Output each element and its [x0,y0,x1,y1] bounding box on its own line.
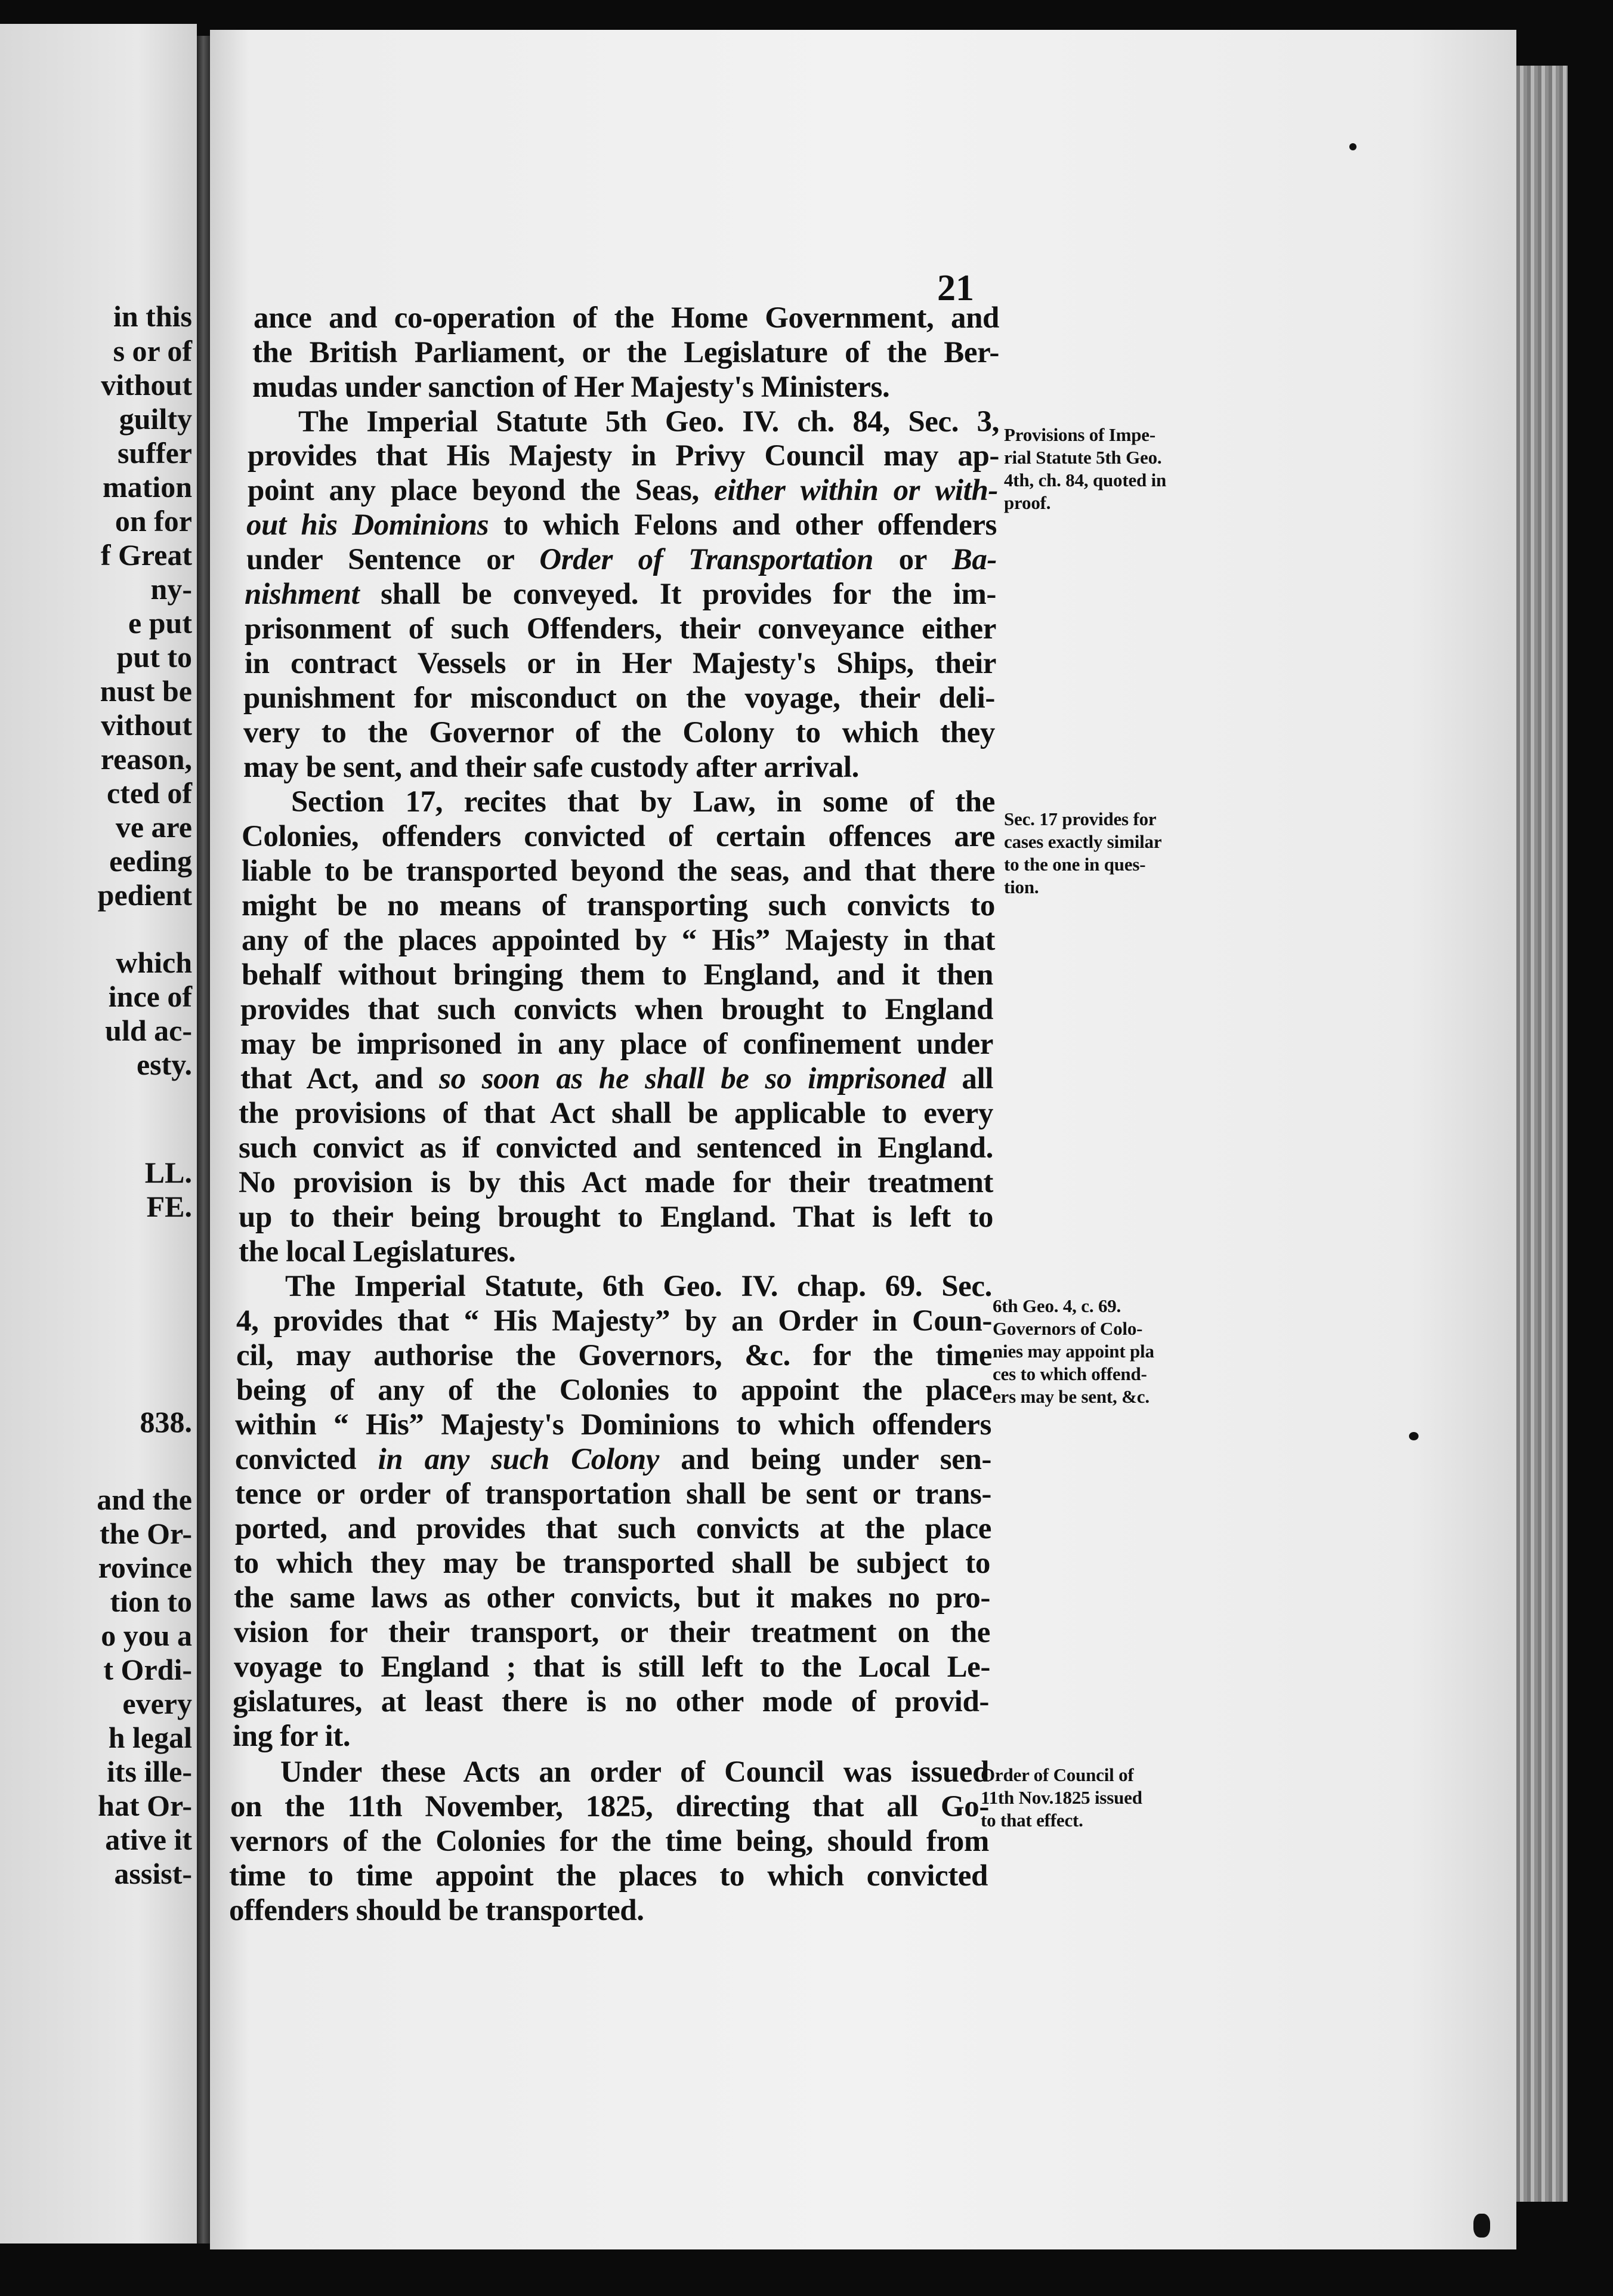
text-run: within “ His” Majesty's Dominions to which offenders [235,1408,991,1442]
text-run: being of any of the Colonies to appoint the place [236,1374,992,1407]
italic-phrase: either within or with- [714,474,998,507]
left-page-text-fragment: tion to [110,1585,192,1618]
body-text-line [242,856,995,887]
text-run: such convict as if convicted and sentenced in England. [239,1131,993,1165]
body-text-line [252,372,953,403]
text-run: the provisions of that Act shall be applicable to every [239,1097,993,1130]
left-page-text-fragment: ny- [150,572,192,606]
body-text-line [233,1686,989,1717]
margin-note-line: 11th Nov.1825 issued [981,1787,1142,1808]
text-run: ance and co-operation of the Home Government, and [254,301,999,335]
margin-note-line: Provisions of Impe- [1004,424,1155,445]
text-run: very to the Governor of the Colony to which they [243,716,995,749]
body-text-line [240,1063,993,1094]
text-run: and being under sen- [659,1443,992,1476]
left-page-text-fragment: which [116,946,192,979]
body-text-line [248,440,999,471]
left-page-fragment [0,24,197,2243]
text-run: the local Legislatures. [239,1235,516,1269]
margin-note-line: proof. [1004,492,1051,513]
text-run: cil, may authorise the Governors, &c. for the time [236,1339,992,1372]
body-text-line [239,1132,993,1164]
body-text-line [285,1271,992,1302]
body-text-line [230,1791,989,1822]
text-run: under Sentence or [246,543,540,576]
text-run: time to time appoint the places to which convicted [229,1859,988,1893]
body-text-line [234,1652,990,1683]
margin-note-line: ers may be sent, &c. [993,1386,1150,1407]
body-text-line [229,1895,712,1926]
text-run: prisonment of such Offenders, their conveyance either [245,612,996,646]
body-text-line [242,925,995,956]
body-text-line [246,544,997,575]
text-run: punishment for misconduct on the voyage, their deli- [243,681,995,715]
italic-phrase: so soon as he shall be so imprisoned [439,1062,946,1095]
left-page-text-fragment: put to [116,640,192,674]
left-page-text-fragment: t Ordi- [103,1653,192,1686]
dust-speck [1349,143,1356,150]
margin-note-line: rial Statute 5th Geo. [1004,447,1162,468]
left-page-text-fragment: cted of [107,776,192,810]
dust-speck [1409,1432,1419,1440]
left-page-text-fragment: ince of [108,980,192,1013]
page-edges [1516,66,1568,2202]
text-run: mudas under sanction of Her Majesty's Ministers. [252,371,890,404]
body-text-line [236,1340,992,1371]
text-run: Section 17, recites that by Law, in some of the [291,785,995,819]
left-page-text-fragment: ative it [105,1823,192,1856]
text-run: the British Parliament, or the Legislature of the Ber- [252,336,999,369]
text-run: Colonies, offenders convicted of certain offences are [242,820,995,853]
left-page-text-fragment: e put [128,606,192,640]
margin-note-line: nies may appoint pla [993,1341,1154,1362]
text-run: might be no means of transporting such convicts to [242,889,995,922]
body-text-line [235,1479,991,1510]
body-text-line [234,1548,990,1579]
body-text-line [240,994,993,1025]
margin-note-line: to that effect. [981,1810,1083,1831]
left-page-text-fragment: and the [97,1483,192,1516]
body-text-line [234,1617,990,1648]
text-run: up to their being brought to England. That is left to [239,1201,993,1234]
left-page-text-fragment: guilty [119,402,192,436]
margin-note-line: 6th Geo. 4, c. 69. [993,1295,1121,1316]
margin-note-line: to the one in ques- [1004,854,1146,875]
left-page-text-fragment: rovince [98,1551,192,1584]
margin-note-line: Governors of Colo- [993,1318,1143,1339]
body-text-line [246,510,997,541]
text-run: on the 11th November, 1825, directing that all Go- [230,1790,989,1823]
body-text-line [254,303,999,334]
margin-note-line: tion. [1004,877,1039,897]
text-run: may be imprisoned in any place of confinement under [240,1027,993,1061]
left-page-text-fragment: h legal [108,1721,192,1754]
text-run: provides that His Majesty in Privy Council may ap- [248,439,999,473]
text-run: provides that such convicts when brought to England [240,993,993,1026]
left-page-text-fragment: uld ac- [105,1014,192,1047]
left-page-text-fragment: s or of [113,334,192,368]
left-page-text-fragment: its ille- [106,1755,192,1788]
body-text-line [235,1409,991,1440]
text-run: that Act, and [240,1062,440,1095]
italic-phrase: Ba- [951,543,997,576]
body-text-line [236,1375,992,1406]
body-text-line [233,1721,376,1752]
left-page-text-fragment: vithout [101,708,192,742]
text-run: gislatures, at least there is no other mode of provid- [233,1685,989,1718]
text-run: The Imperial Statute 5th Geo. IV. ch. 84, Sec. 3, [298,405,999,439]
body-text-line [280,1757,989,1788]
left-page-text-fragment: eeding [109,844,192,878]
body-text-line [242,959,993,990]
text-run: all [945,1062,993,1095]
body-text-line [235,1444,991,1475]
text-run: convicted [235,1443,378,1476]
left-page-text-fragment: every [122,1687,192,1720]
page [210,30,1516,2249]
body-text-line [298,406,999,437]
italic-phrase: Order of Transportation [539,543,873,576]
left-page-text-fragment: 838. [140,1405,192,1439]
margin-note-line: cases exactly similar [1004,831,1162,852]
body-text-line [240,1029,993,1060]
dust-speck [1473,2214,1490,2238]
left-page-text-fragment: LL. [144,1156,192,1189]
body-text-line [242,890,995,921]
left-page-text-fragment: vithout [101,368,192,402]
italic-phrase: nishment [245,578,360,611]
body-text-line [239,1167,993,1198]
body-text-line [252,337,999,368]
left-page-text-fragment: ve are [115,810,192,844]
left-page-text-fragment: o you a [101,1619,192,1652]
body-text-line [243,717,995,748]
text-run: No provision is by this Act made for their treatment [239,1166,993,1199]
left-page-text-fragment: in this [113,300,192,333]
italic-phrase: out his Dominions [246,508,489,542]
body-text-line [239,1098,993,1129]
text-run: offenders should be transported. [229,1894,644,1927]
body-text-line [236,1306,992,1337]
text-run: point any place beyond the Seas, [248,474,714,507]
text-run: voyage to England ; that is still left to the Local Le- [234,1650,990,1684]
body-text-line [245,648,996,679]
left-page-text-fragment: the Or- [99,1517,192,1550]
book-gutter [197,36,210,2243]
text-run: ing for it. [233,1720,351,1753]
left-page-text-fragment: esty. [136,1048,192,1081]
left-page-text-fragment: suffer [118,436,192,470]
left-page-text-fragment: nust be [100,674,192,708]
text-run: tence or order of transportation shall be sent or trans- [235,1477,991,1511]
left-page-text-fragment: reason, [100,742,192,776]
body-text-line [243,683,995,714]
margin-note-line: Sec. 17 provides for [1004,808,1157,829]
left-page-text-fragment: pedient [97,878,192,912]
text-run: any of the places appointed by “ His” Majesty in that [242,924,995,957]
text-run: liable to be transported beyond the seas, and that there [242,854,995,888]
text-run: The Imperial Statute, 6th Geo. IV. chap. 69. Sec. [285,1270,992,1303]
left-page-text-fragment: hat Or- [98,1789,192,1822]
text-run: or [873,543,952,576]
body-text-line [234,1582,990,1613]
page-number: 21 [937,268,974,308]
body-text-line [239,1236,549,1267]
body-text-line [245,613,996,644]
margin-note-line: 4th, ch. 84, quoted in [1004,470,1167,490]
body-text-line [229,1860,988,1891]
left-page-text-fragment: FE. [146,1190,192,1223]
margin-note-line: ces to which offend- [993,1363,1147,1384]
body-text-line [230,1826,989,1857]
body-text-line [248,475,998,506]
text-run: behalf without bringing them to England, and it then [242,958,993,992]
text-run: vision for their transport, or their treatment on the [234,1616,990,1649]
left-page-text-fragment: mation [103,470,192,504]
text-run: shall be conveyed. It provides for the im- [359,578,996,611]
text-run: to which Felons and other offenders [489,508,997,542]
italic-phrase: in any such Colony [378,1443,659,1476]
text-run: 4, provides that “ His Majesty” by an Order in Coun- [236,1304,992,1338]
left-page-text-fragment: on for [115,504,192,538]
text-run: vernors of the Colonies for the time being, should from [230,1825,989,1858]
text-run: ported, and provides that such convicts at the place [235,1512,991,1545]
text-run: in contract Vessels or in Her Majesty's Ships, their [245,647,996,680]
left-page-text-fragment: assist- [114,1857,192,1890]
body-text-line [245,579,996,610]
text-run: to which they may be transported shall be subject to [234,1547,990,1580]
left-page-text-fragment: f Great [100,538,192,572]
body-text-line [291,786,995,817]
text-run: the same laws as other convicts, but it makes no pro- [234,1581,990,1615]
margin-note-line: Order of Council of [981,1764,1134,1785]
body-text-line [243,752,911,783]
body-text-line [239,1202,993,1233]
body-text-line [235,1513,991,1544]
text-run: may be sent, and their safe custody after arrival. [243,751,859,784]
text-run: Under these Acts an order of Council was issued [280,1755,989,1789]
body-text-line [242,821,995,852]
